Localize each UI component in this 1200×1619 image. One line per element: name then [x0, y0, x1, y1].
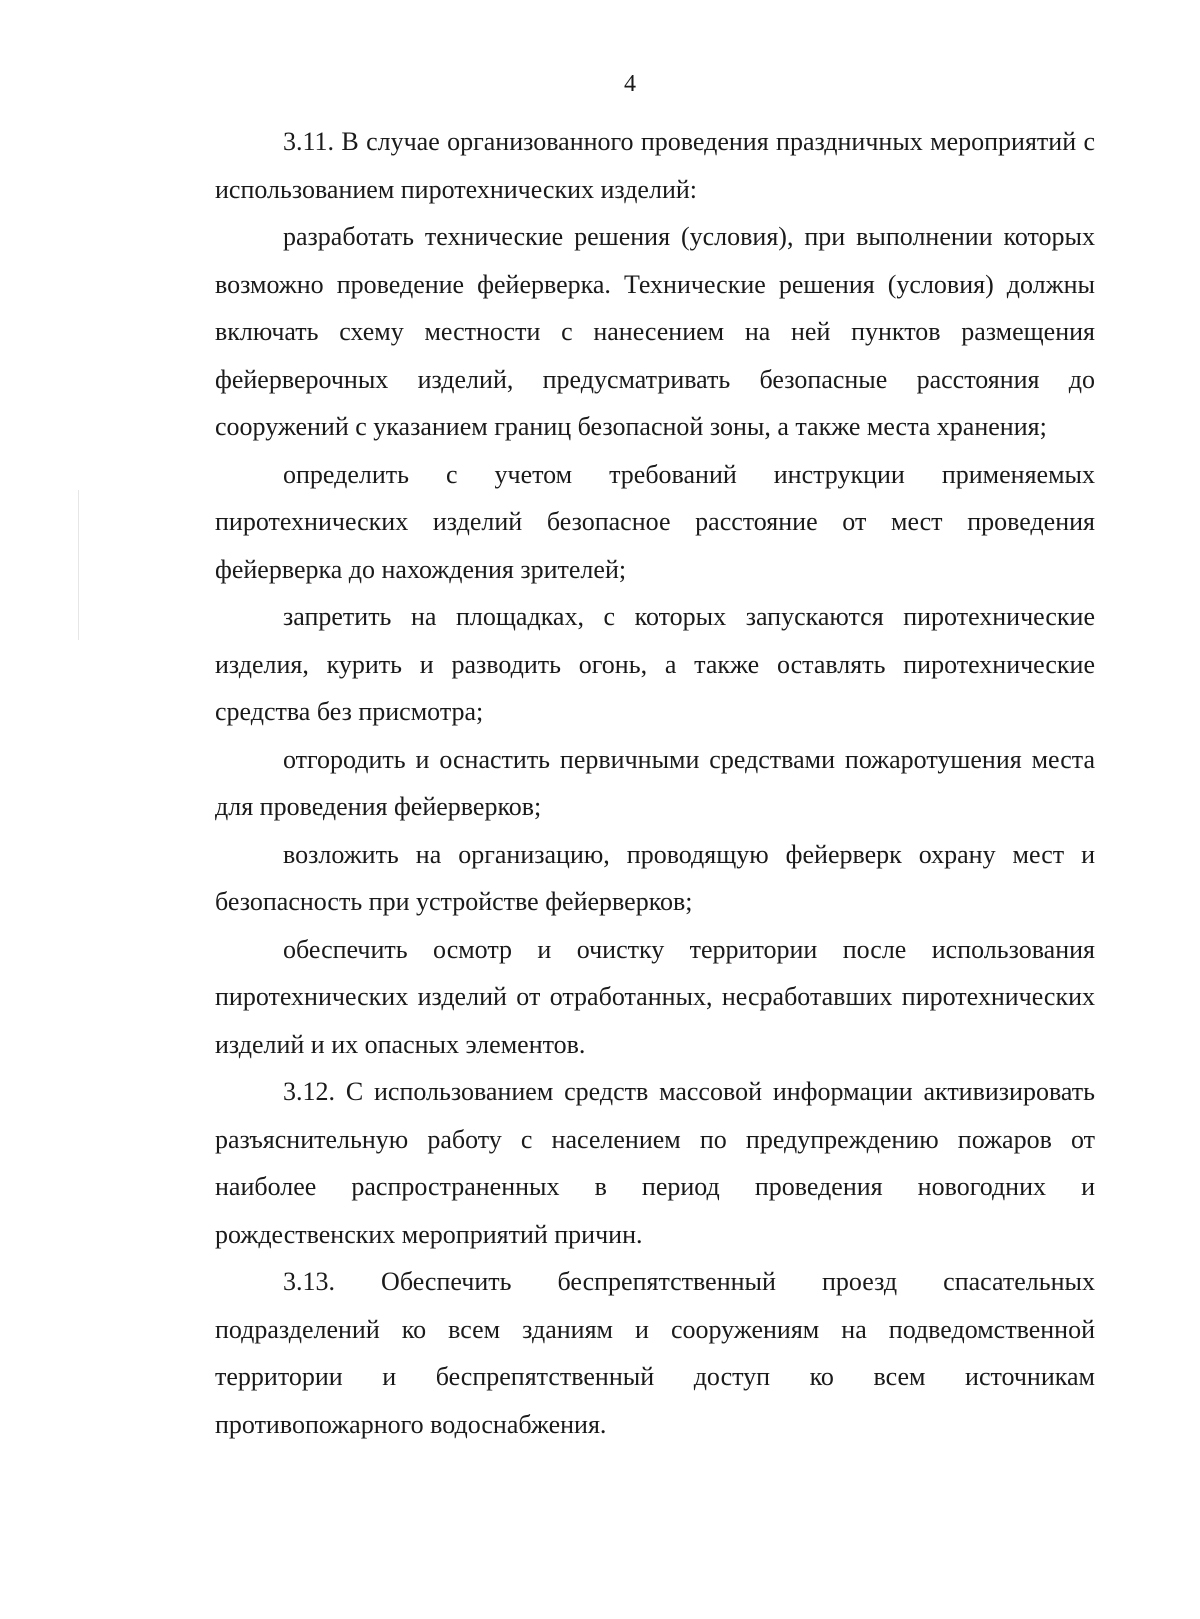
paragraph-3-12: 3.12. С использованием средств массовой информации активизировать разъяснительную работу с населением по предупреждению пожаров от наиболее распространенных в период проведения новогодних и рождественских мероприятий причин. [215, 1077, 1095, 1249]
scan-margin-line [78, 490, 79, 640]
paragraph-prohibit-smoking: запретить на площадках, с которых запускаются пиротехнические изделия, курить и разводить огонь, а также оставлять пиротехнические средства без присмотра; [215, 602, 1095, 726]
document-body [215, 118, 1095, 1448]
paragraph-territory-cleanup: обеспечить осмотр и очистку территории после использования пиротехнических изделий от отработанных, несработавших пиротехнических изделий и их опасных элементов. [215, 934, 1095, 1059]
paragraph-safe-distance: определить с учетом требований инструкции применяемых пиротехнических изделий безопасное расстояние от мест проведения фейерверка до нахождения зрителей; [215, 459, 1095, 584]
paragraph-3-11: 3.11. В случае организованного проведения праздничных мероприятий с использованием пиротехнических изделий: [215, 127, 1095, 204]
paragraph-fence-equipment: отгородить и оснастить первичными средствами пожаротушения места для проведения фейерверков; [215, 744, 1095, 821]
paragraph-technical-solutions: разработать технические решения (условия), при выполнении которых возможно проведение фейерверка. Технические решения (условия) должны включать схему местности с нанесением на ней пунктов размещения фейерверочных изделий, предусматривать безопасные расстояния до сооружений с указанием границ безопасной зоны, а также места хранения; [215, 222, 1095, 441]
page-number: 4 [624, 71, 636, 97]
paragraph-organization-duty: возложить на организацию, проводящую фейерверк охрану мест и безопасность при устройстве фейерверков; [215, 839, 1095, 916]
paragraph-3-13: 3.13. Обеспечить беспрепятственный проезд спасательных подразделений ко всем зданиям и сооружениям на подведомственной территории и беспрепятственный доступ ко всем источникам противопожарного водоснабжения. [215, 1267, 1095, 1439]
